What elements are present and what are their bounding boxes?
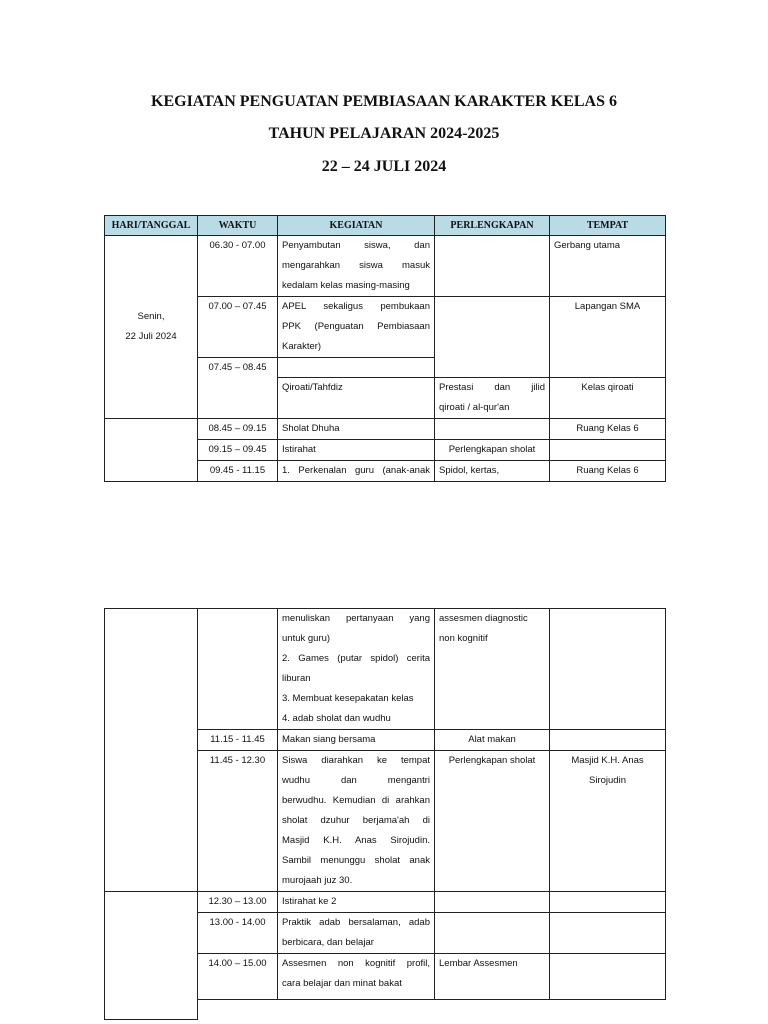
activity-line: kedalam kelas masing-masing [282, 280, 410, 291]
place-cell [550, 751, 666, 892]
date-range: 22 – 24 JULI 2024 [321, 158, 447, 175]
activity-cell [278, 954, 435, 1000]
day-cell-empty [105, 609, 198, 892]
place-cell: Lapangan SMA [550, 297, 666, 378]
place-cell [550, 609, 666, 730]
time-cell [198, 609, 278, 730]
empty-cell [278, 1000, 435, 1020]
equipment-cell: Lembar Assesmen [435, 954, 550, 1000]
activity-line: berwudhu. Kemudian di arahkan [282, 795, 430, 806]
table-row [105, 609, 666, 730]
place-cell: Kelas qiroati [550, 378, 666, 419]
activity-line: Assesmen non kognitif profil, [282, 958, 430, 969]
equipment-cell [435, 378, 550, 419]
time-cell: 07.00 – 07.45 [198, 297, 278, 358]
day-cell-empty [105, 419, 198, 482]
activity-line: Siswa diarahkan ke tempat [282, 755, 430, 766]
place-cell [550, 440, 666, 461]
place-cell [550, 730, 666, 751]
equipment-cell: Perlengkapan sholat [435, 751, 550, 892]
time-cell: 13.00 - 14.00 [198, 913, 278, 954]
activity-line: 4. adab sholat dan wudhu [282, 713, 391, 724]
activity-line: mengarahkan siswa masuk [282, 260, 430, 271]
place-cell: Ruang Kelas 6 [550, 461, 666, 482]
activity-cell: Sholat Dhuha [278, 419, 435, 440]
equipment-cell [435, 419, 550, 440]
place-cell [550, 892, 666, 913]
equipment-cell: Spidol, kertas, [435, 461, 550, 482]
day-date: 22 Juli 2024 [125, 331, 177, 342]
activity-cell: Qiroati/Tahfdiz [278, 378, 435, 419]
place-line: Sirojudin [589, 775, 626, 786]
place-cell [550, 913, 666, 954]
time-cell: 14.00 – 15.00 [198, 954, 278, 1000]
activity-cell [278, 297, 435, 358]
equipment-line: Prestasi dan jilid [439, 382, 545, 393]
equipment-line: assesmen diagnostic [439, 613, 528, 624]
document-title: KEGIATAN PENGUATAN PEMBIASAAN KARAKTER KELAS 6 [151, 93, 617, 110]
activity-line: sholat dzuhur berjama'ah di [282, 815, 430, 826]
activity-line: PPK (Penguatan Pembiasaan [282, 321, 430, 332]
schedule-table-page-2 [104, 608, 666, 1020]
equipment-cell [435, 609, 550, 730]
place-cell: Gerbang utama [550, 236, 666, 297]
activity-line: murojaah juz 30. [282, 875, 353, 886]
academic-year: TAHUN PELAJARAN 2024-2025 [268, 125, 500, 142]
activity-line: Masjid K.H. Anas Sirojudin. [282, 835, 430, 846]
place-cell: Ruang Kelas 6 [550, 419, 666, 440]
activity-cell: Istirahat ke 2 [278, 892, 435, 913]
time-cell: 07.45 – 08.45 [198, 358, 278, 419]
table-header-row [105, 216, 666, 236]
table-row [105, 236, 666, 297]
table-row [105, 419, 666, 440]
activity-cell [278, 358, 435, 378]
activity-line: menuliskan pertanyaan yang [282, 613, 430, 624]
schedule-table-page-1 [104, 215, 666, 482]
time-cell: 12.30 – 13.00 [198, 892, 278, 913]
time-cell: 11.15 - 11.45 [198, 730, 278, 751]
activity-cell [278, 751, 435, 892]
day-cell-empty [105, 892, 198, 1020]
activity-line: liburan [282, 673, 311, 684]
activity-line: cara belajar dan minat bakat [282, 978, 402, 989]
activity-line: Penyambutan siswa, dan [282, 240, 430, 251]
equipment-cell: Perlengkapan sholat [435, 440, 550, 461]
activity-line: Praktik adab bersalaman, adab [282, 917, 430, 928]
activity-cell [278, 913, 435, 954]
equipment-cell [435, 913, 550, 954]
column-header-place: TEMPAT [550, 216, 666, 236]
empty-cell [435, 1000, 550, 1020]
activity-cell: Istirahat [278, 440, 435, 461]
activity-cell [278, 236, 435, 297]
column-header-activity: KEGIATAN [278, 216, 435, 236]
column-header-day: HARI/TANGGAL [105, 216, 198, 236]
place-line: Masjid K.H. Anas [571, 755, 644, 766]
equipment-cell [435, 236, 550, 297]
time-cell: 09.45 - 11.15 [198, 461, 278, 482]
table-row [105, 892, 666, 913]
column-header-equipment: PERLENGKAPAN [435, 216, 550, 236]
equipment-cell: Alat makan [435, 730, 550, 751]
day-name: Senin, [137, 311, 165, 322]
activity-line: APEL sekaligus pembukaan [282, 301, 430, 312]
activity-cell: Makan siang bersama [278, 730, 435, 751]
time-cell: 06.30 - 07.00 [198, 236, 278, 297]
activity-line: Karakter) [282, 341, 322, 352]
activity-line: wudhu dan mengantri [282, 775, 430, 786]
time-cell: 08.45 – 09.15 [198, 419, 278, 440]
equipment-line: qiroati / al-qur'an [439, 402, 510, 413]
time-cell: 09.15 – 09.45 [198, 440, 278, 461]
equipment-line: non kognitif [439, 633, 488, 644]
empty-cell [198, 1000, 278, 1020]
empty-cell [550, 1000, 666, 1020]
equipment-cell [435, 892, 550, 913]
activity-cell [278, 609, 435, 730]
activity-cell: 1. Perkenalan guru (anak-anak [278, 461, 435, 482]
activity-line: berbicara, dan belajar [282, 937, 374, 948]
equipment-cell [435, 297, 550, 378]
activity-line: Sambil menunggu sholat anak [282, 855, 430, 866]
day-cell [105, 236, 198, 419]
place-cell [550, 954, 666, 1000]
column-header-time: WAKTU [198, 216, 278, 236]
time-cell: 11.45 - 12.30 [198, 751, 278, 892]
activity-line: untuk guru) [282, 633, 331, 644]
activity-line: 2. Games (putar spidol) cerita [282, 653, 430, 664]
activity-line: 3. Membuat kesepakatan kelas [282, 693, 414, 704]
